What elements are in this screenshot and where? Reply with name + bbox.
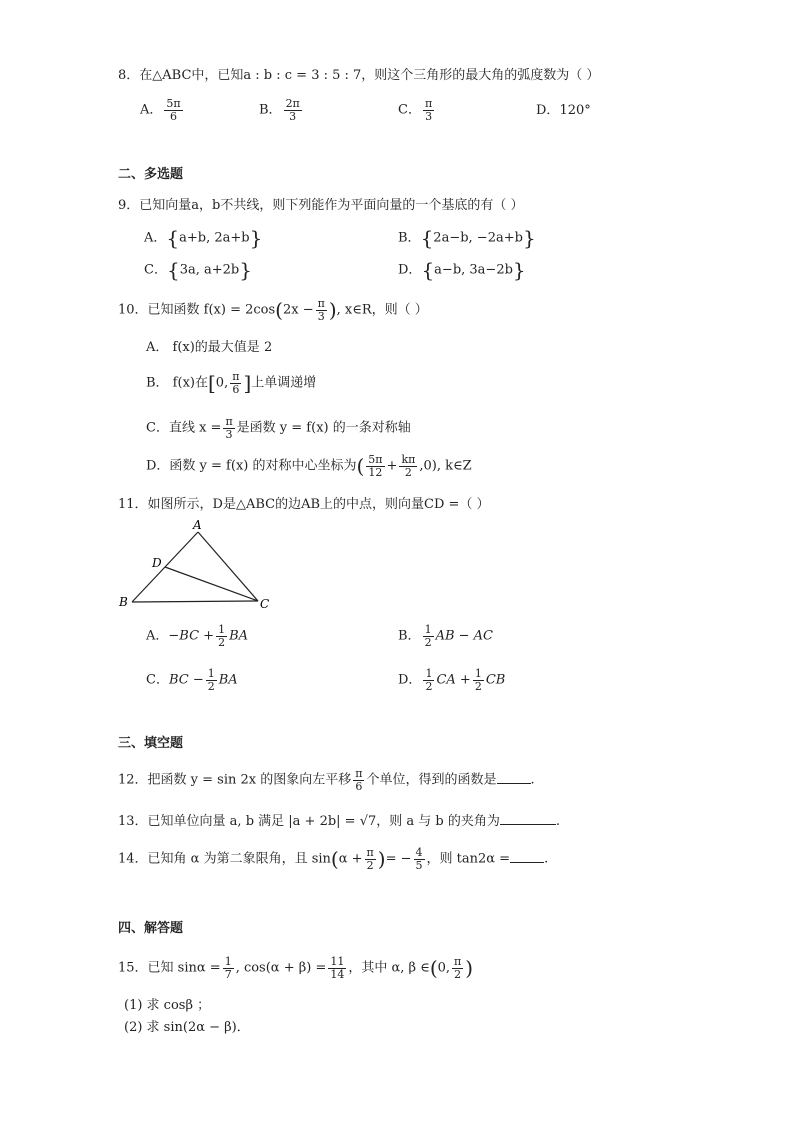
q8-option-a: A． $\frac{5\pi}{6}$ (140, 97, 181, 123)
question-12: 12．把函数 y = sin 2x 的图象向左平移 $\frac{\pi}{6}$ 个单位，得到的函数是 . (118, 767, 535, 793)
point-d-label: D (152, 556, 162, 570)
answer-blank[interactable] (497, 783, 531, 784)
q9-option-b: B．{2a−b, −2a+b} (398, 226, 536, 250)
question-14: 14．已知角 α 为第二象限角，且 sin(α + $\frac{\pi}{2}$ )= − $\frac{4}{5}$ ，则 tan2α = . (118, 846, 549, 872)
q8-option-d: D．120° (536, 103, 591, 118)
vertex-c-label: C (260, 597, 270, 611)
q8-option-b: B． $\frac{2\pi}{3}$ (259, 97, 300, 123)
answer-blank[interactable] (510, 862, 544, 863)
question-8-stem: 8．在△ABC中，已知a : b : c = 3 : 5 : 7，则这个三角形的最大角的弧度数为（ ） (118, 68, 600, 83)
q11-option-d: D． $\frac{1}{2}$ CA + $\frac{1}{2}$ CB (398, 667, 506, 693)
question-15-stem: 15．已知 sinα = $\frac{1}{7}$ , cos(α + β) = $\frac{11}{14}$ ，其中 α, β ∈(0, $\frac{\pi}{2}$ ) (118, 955, 474, 981)
q10-option-d: D．函数 y = f(x) 的对称中心坐标为( $\frac{5\pi}{12}$ + $\frac{k\pi}{2}$ ,0), k∈Z (146, 453, 472, 479)
q8-option-c: C． $\frac{\pi}{3}$ (398, 97, 433, 123)
q10-option-b: B． f(x)在[0, $\frac{\pi}{6}$ ]上单调递增 (146, 370, 317, 396)
section-2-heading: 二、多选题 (118, 167, 184, 182)
q10-option-c: C．直线 x = $\frac{\pi}{3}$ 是函数 y = f(x) 的一条对称轴 (146, 415, 411, 441)
q10-option-a: A． f(x)的最大值是 2 (146, 340, 273, 355)
section-4-heading: 四、解答题 (118, 921, 184, 936)
q9-option-a: A．{a+b, 2a+b} (144, 226, 263, 250)
question-10-stem: 10．已知函数 f(x) = 2cos(2x − $\frac{\pi}{3}$ ), x∈R，则（ ） (118, 297, 428, 323)
q11-option-b: B． $\frac{1}{2}$ AB − AC (398, 623, 493, 649)
section-3-heading: 三、填空题 (118, 736, 184, 751)
vertex-b-label: B (119, 595, 128, 609)
q9-option-d: D．{a−b, 3a−2b} (398, 258, 526, 282)
question-11-stem: 11．如图所示，D是△ABC的边AB上的中点，则向量CD =（ ） (118, 497, 490, 512)
q11-option-a: A．−BC + $\frac{1}{2}$ BA (146, 623, 249, 649)
question-13: 13．已知单位向量 a, b 满足 |a + 2b| = √7，则 a 与 b 的夹角为 . (118, 814, 560, 829)
question-15-part-1: (1) 求 cosβ ； (124, 998, 211, 1013)
vertex-a-label: A (193, 518, 202, 532)
question-9-stem: 9．已知向量a，b不共线，则下列能作为平面向量的一个基底的有（ ） (118, 198, 524, 213)
question-15-part-2: (2) 求 sin(2α − β)． (124, 1020, 250, 1035)
triangle-diagram (115, 515, 280, 615)
q11-option-c: C．BC − $\frac{1}{2}$ BA (146, 667, 238, 693)
q9-option-c: C．{3a, a+2b} (144, 258, 252, 282)
answer-blank[interactable] (500, 824, 556, 825)
